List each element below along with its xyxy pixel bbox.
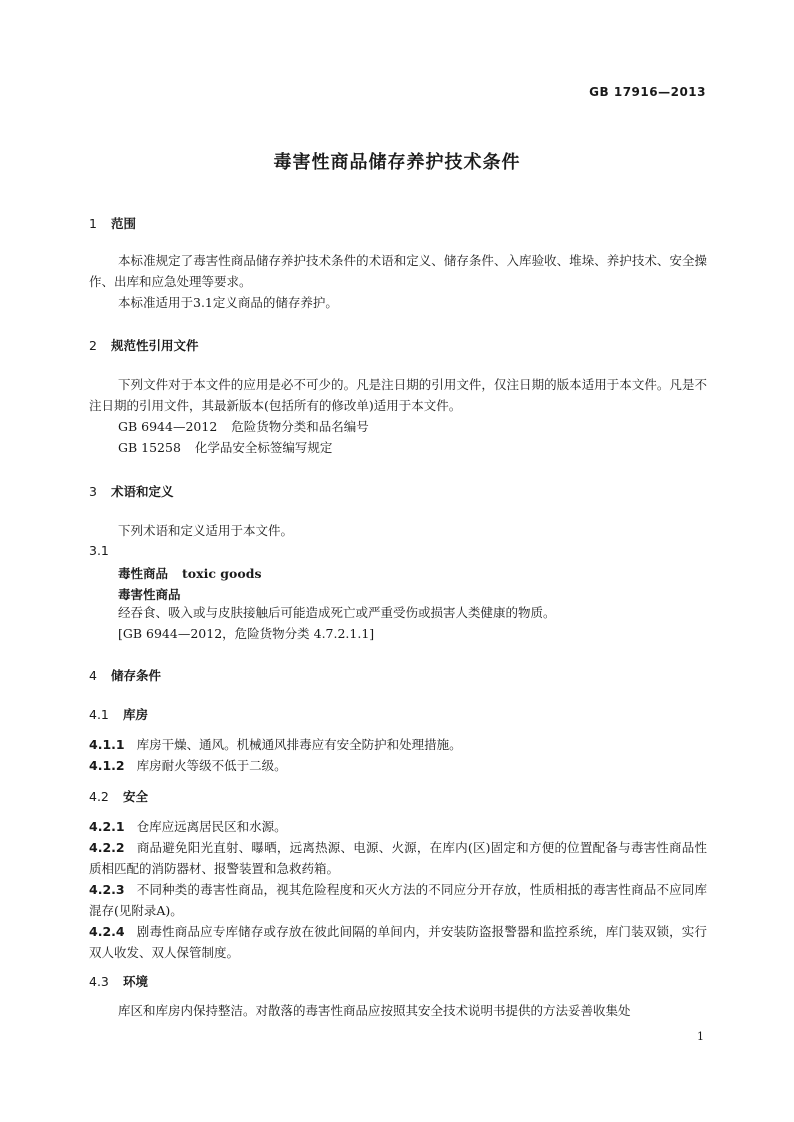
term-number: 3.1 [89,543,109,558]
section-heading-3: 3 术语和定义 [89,484,174,499]
subsection-heading-4-2: 4.2 安全 [89,789,149,804]
clause-4-2-1: 4.2.1 仓库应远离居民区和水源。 [89,819,287,834]
term-definition: 经吞食、吸入或与皮肤接触后可能造成死亡或严重受伤或损害人类健康的物质。 [118,605,556,620]
clause-4-1-1: 4.1.1 库房干燥、通风。机械通风排毒应有安全防护和处理措施。 [89,737,462,752]
clause-4-2-2: 4.2.2 商品避免阳光直射、曝晒，远离热源、电源、火源，在库内(区)固定和方便的位置配备与毒害性商品性质相匹配的消防器材、报警装置和急救药箱。 [89,840,707,876]
subsection-heading-4-1: 4.1 库房 [89,707,149,722]
paragraph-scope-2: 本标准适用于3.1定义商品的储存养护。 [118,295,338,310]
section-heading-1: 1 范围 [89,216,137,231]
reference-item: GB 15258 化学品安全标签编写规定 [118,440,333,455]
clause-4-2-3: 4.2.3 不同种类的毒害性商品，视其危险程度和灭火方法的不同应分开存放，性质相抵的毒害性商品不应同库混存(见附录A)。 [89,882,707,918]
document-title: 毒害性商品储存养护技术条件 [273,152,521,173]
reference-item: GB 6944—2012 危险货物分类和品名编号 [118,419,369,434]
paragraph-normative-refs: 下列文件对于本文件的应用是必不可少的。凡是注日期的引用文件，仅注日期的版本适用于本文件。凡是不注日期的引用文件，其最新版本(包括所有的修改单)适用于本文件。 [89,377,707,413]
term-synonym: 毒害性商品 [118,587,181,602]
clause-4-2-4: 4.2.4 剧毒性商品应专库储存或存放在彼此间隔的单间内，并安装防盗报警器和监控系统，库门装双锁，实行双人收发、双人保管制度。 [89,924,707,960]
paragraph-environment: 库区和库房内保持整洁。对散落的毒害性商品应按照其安全技术说明书提供的方法妥善收集处 [118,1003,631,1018]
paragraph-terms-intro: 下列术语和定义适用于本文件。 [118,523,294,538]
clause-4-1-2: 4.1.2 库房耐火等级不低于二级。 [89,758,287,773]
section-heading-4: 4 储存条件 [89,668,162,683]
paragraph-scope-1: 本标准规定了毒害性商品储存养护技术条件的术语和定义、储存条件、入库验收、堆垛、养护技术、安全操作、出库和应急处理等要求。 [89,253,707,289]
subsection-heading-4-3: 4.3 环境 [89,974,149,989]
term-name: 毒性商品 toxic goods [118,566,262,581]
page-number: 1 [697,1030,704,1043]
standard-number: GB 17916—2013 [589,85,706,99]
term-source: [GB 6944—2012，危险货物分类 4.7.2.1.1] [118,626,375,641]
section-heading-2: 2 规范性引用文件 [89,338,199,353]
